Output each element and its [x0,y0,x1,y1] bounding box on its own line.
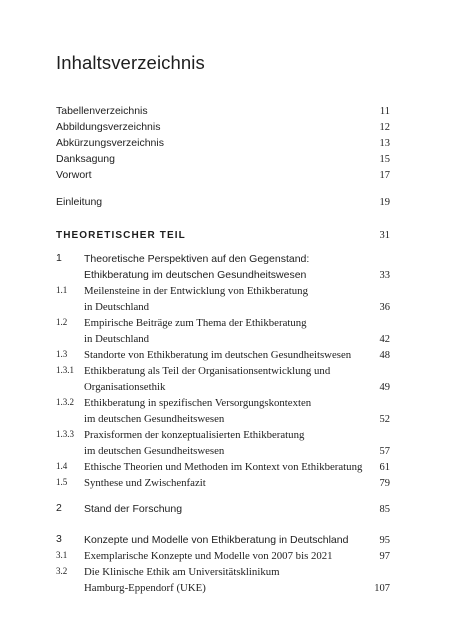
toc-entry-page: 31 [379,230,390,241]
toc-entry[interactable] [56,348,390,364]
toc-entry-number: 1.3.3 [56,429,74,439]
toc-entry[interactable] [56,396,390,427]
toc-entry-number: 1.5 [56,477,68,487]
toc-entry-number: 1.4 [56,461,68,471]
toc-entry-page: 36 [379,301,390,313]
toc-entry-title [84,284,354,315]
toc-entry-page: 79 [379,478,390,489]
toc-entry-title [84,348,354,364]
toc-entry-page: 13 [379,138,390,149]
toc-entry-title [84,396,354,427]
toc-entry-title [84,565,354,596]
toc-entry[interactable] [56,284,390,315]
toc-entry-number: 3 [56,533,62,545]
toc-entry-page: 97 [379,551,390,562]
toc-entry-number: 1.1 [56,285,68,295]
toc-entry-page: 85 [379,504,390,515]
toc-entry-page: 33 [379,269,390,281]
toc-entry-title [84,502,354,518]
toc-entry[interactable] [56,195,390,211]
toc-entry[interactable] [56,120,390,136]
toc-entry-number: 3.2 [56,566,68,576]
toc-entry-title-line: Theoretische Perspektiven auf den Gegenstand: [84,253,310,265]
toc-entry-title [56,228,354,244]
toc-entry[interactable] [56,136,390,152]
toc-entry-title [56,136,354,152]
toc-entry-title [56,195,354,211]
toc-entry-title-line: Konzepte und Modelle von Ethikberatung in Deutschland [84,534,349,546]
toc-entry[interactable] [56,460,390,476]
toc-entry-title [56,152,354,168]
toc-entry-number: 1.3.2 [56,397,74,407]
toc-entry-title-line: in Deutschland [84,332,150,345]
toc-entry-title-line: Exemplarische Konzepte und Modelle von 2007 bis 2021 [84,550,333,562]
toc-entry-page: 19 [379,197,390,208]
toc-entry-title-line: im deutschen Gesundheitswesen [84,444,225,457]
toc-entry[interactable] [56,364,390,395]
toc-entry-number: 3.1 [56,550,68,560]
toc-entry[interactable] [56,152,390,168]
toc-entry-number: 1.3 [56,349,68,359]
toc-entry-number: 1.2 [56,317,68,327]
toc-entry-title [84,316,354,347]
toc-entry-title-line: Abkürzungsverzeichnis [56,137,164,149]
toc-entry-title-line: Einleitung [56,196,103,208]
toc-entry-title [84,428,354,459]
toc-entry-title-line: Tabellenverzeichnis [56,105,148,117]
toc-entry-title-line: Ethikberatung in spezifischen Versorgungskontexten [84,397,312,409]
toc-entry-number: 2 [56,502,62,514]
toc-entry[interactable] [56,228,390,244]
toc-entry-title [84,460,363,476]
toc-entry-title-line: Vorwort [56,169,92,181]
toc-entry-title-line: THEORETISCHER TEIL [56,230,186,241]
toc-entry[interactable] [56,168,390,184]
toc-entry-title [56,120,354,136]
toc-entry-title-line: Die Klinische Ethik am Universitätsklinikum [84,566,280,578]
toc-entry-page: 15 [379,154,390,165]
toc-entry[interactable] [56,533,390,549]
toc-entry[interactable] [56,565,390,596]
toc-entry-page: 12 [379,122,390,133]
toc-entry-title [56,104,354,120]
toc-entry-page: 42 [379,333,390,345]
toc-entry-title [84,252,354,283]
toc-entry-title-line: im deutschen Gesundheitswesen [84,412,225,425]
toc-entry-page: 61 [379,462,390,473]
toc-entry-page: 107 [374,582,390,594]
toc-entry-title [84,476,354,492]
toc-entry-title-line: Standorte von Ethikberatung im deutschen Gesundheitswesen [84,349,352,361]
toc-entry-number: 1.3.1 [56,365,74,375]
toc-entry[interactable] [56,476,390,492]
toc-entry-title-line: Abbildungsverzeichnis [56,121,161,133]
toc-entry-title-line: Empirische Beiträge zum Thema der Ethikberatung [84,317,307,329]
toc-entry-number: 1 [56,252,62,264]
toc-entry-page: 57 [379,445,390,457]
toc-entry-title-line: Synthese und Zwischenfazit [84,477,206,489]
toc-entry-title-line: Danksagung [56,153,115,165]
toc-entry-page: 17 [379,170,390,181]
toc-entry-title-line: Ethikberatung im deutschen Gesundheitswesen [84,268,307,281]
toc-entry-title [56,168,354,184]
toc-entry[interactable] [56,549,390,565]
toc-entry[interactable] [56,104,390,120]
toc-entry-title [84,364,354,395]
toc-entry[interactable] [56,428,390,459]
toc-entry-title-line: Praxisformen der konzeptualisierten Ethikberatung [84,429,305,441]
toc-entry-page: 49 [379,381,390,393]
page-title: Inhaltsverzeichnis [56,52,205,73]
toc-entry-title-line: Hamburg-Eppendorf (UKE) [84,581,206,594]
toc-entry[interactable] [56,316,390,347]
toc-entry[interactable] [56,252,390,283]
toc-entry-page: 48 [379,350,390,361]
toc-entry-title-line: in Deutschland [84,300,150,313]
toc-entry-page: 95 [379,535,390,546]
toc-entry-title-line: Stand der Forschung [84,503,183,515]
toc-entry-page: 11 [379,106,390,117]
toc-entry-title-line: Organisationsethik [84,380,166,393]
toc-entry-title-line: Meilensteine in der Entwicklung von Ethikberatung [84,285,308,297]
toc-entry-title-line: Ethikberatung als Teil der Organisationsentwicklung und [84,365,331,377]
toc-entry-title [84,549,354,565]
toc-entry-title [84,533,354,549]
toc-entry[interactable] [56,502,390,518]
toc-entry-page: 52 [379,413,390,425]
toc-entry-title-line: Ethische Theorien und Methoden im Kontext von Ethikberatung [84,461,363,473]
